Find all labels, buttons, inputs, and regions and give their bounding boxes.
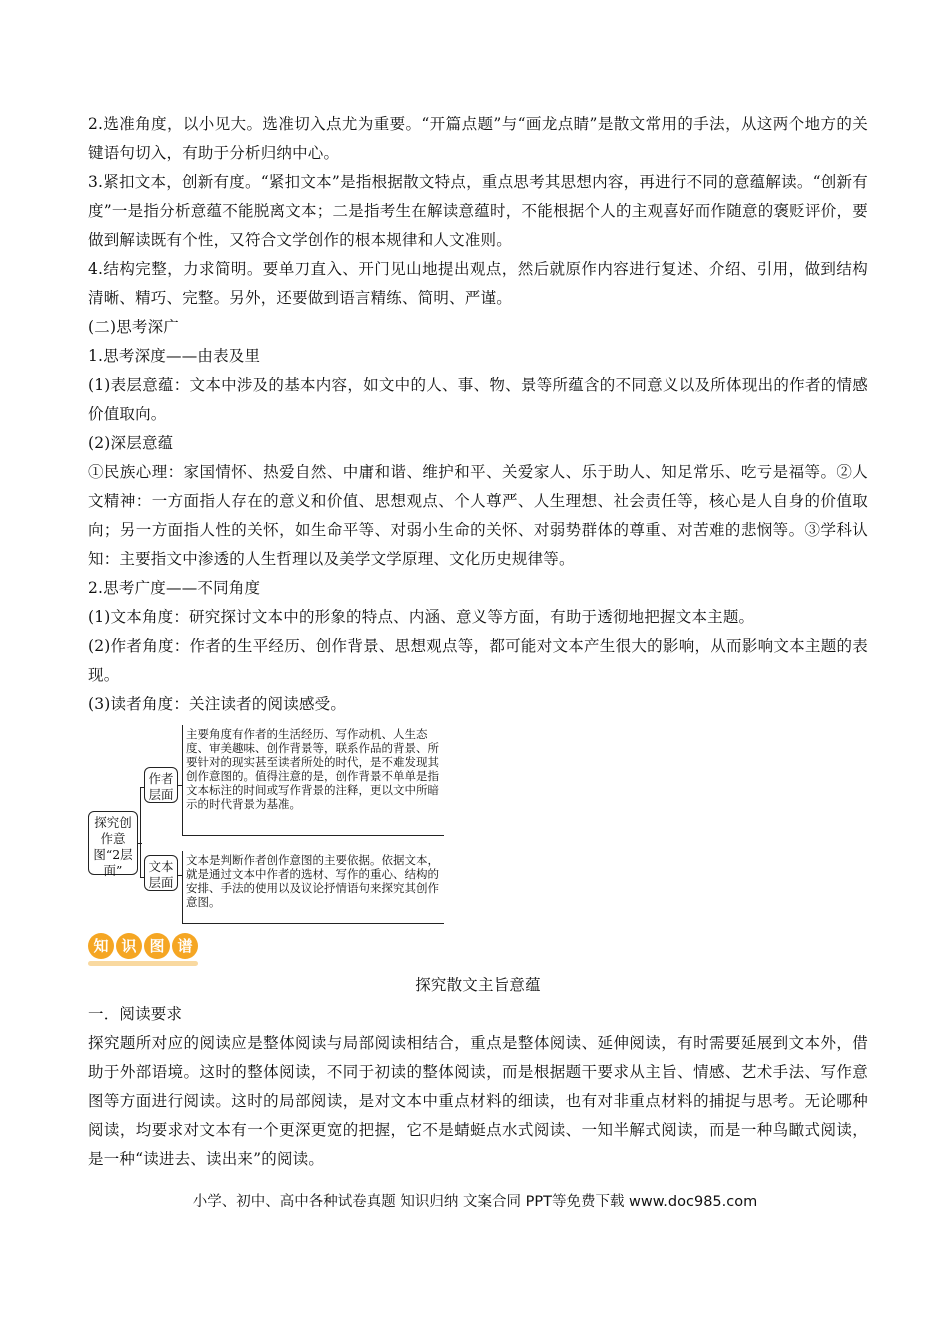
diagram-branch-author: 作者层面 (144, 767, 178, 803)
badge-underline (88, 961, 198, 966)
paragraph-surface: (1)表层意蕴：文本中涉及的基本内容，如文中的人、事、物、景等所蕴含的不同意义以及所体现出的作者的情感价值取向。 (88, 376, 868, 423)
subheading-deep: (2)深层意蕴 (88, 434, 174, 452)
paragraph-3: 3.紧扣文本，创新有度。“紧扣文本”是指根据散文特点，重点思考其思想内容，再进行不同的意蕴解读。“创新有度”一是指分析意蕴不能脱离文本；二是指考生在解读意蕴时，不能根据个人的主观喜好而作随意的褒贬评价，要做到解读既有个性，又符合文学创作的根本规律和人文准则。 (88, 173, 868, 249)
paragraph-2: 2.选准角度，以小见大。选准切入点尤为重要。“开篇点题”与“画龙点睛”是散文常用的手法，从这两个地方的关键语句切入，有助于分析归纳中心。 (88, 115, 868, 162)
paragraph-deep: ①民族心理：家国情怀、热爱自然、中庸和谐、维护和平、关爱家人、乐于助人、知足常乐、吃亏是福等。②人文精神：一方面指人存在的意义和价值、思想观点、个人尊严、人生理想、社会责任等，核心是人自身的价值取向；另一方面指人性的关怀，如生命平等、对弱小生命的关怀、对弱势群体的尊重、对苦难的悲悯等。③学科认知：主要指文中渗透的人生哲理以及美学文学原理、文化历史规律等。 (88, 463, 868, 568)
diagram-underline (182, 835, 444, 836)
diagram-branch-text: 文本层面 (144, 855, 178, 891)
badge-char: 知 (88, 933, 114, 959)
diagram-bracket (182, 725, 183, 835)
diagram-underline (182, 923, 444, 924)
subheading-thinking: (二)思考深广 (88, 318, 179, 336)
diagram-bracket (178, 875, 182, 876)
badge-char: 识 (116, 933, 142, 959)
document-page (88, 110, 868, 1174)
page-footer: 小学、初中、高中各种试卷真题 知识归纳 文案合同 PPT等免费下载 www.doc985.com (192, 1194, 758, 1210)
diagram-bracket (178, 785, 182, 786)
diagram-root: 探究创作意图“2层面” (88, 811, 138, 875)
diagram-bracket (182, 851, 183, 923)
intent-diagram (88, 725, 448, 925)
diagram-note-author: 主要角度有作者的生活经历、写作动机、人生态度、审美趣味、创作背景等，联系作品的背景、所要针对的现实甚至读者所处的时代，是不难发现其创作意图的。值得注意的是，创作背景不单单是指文本标注的时间或写作背景的注释，更以文中所暗示的时代背景为基准。 (186, 727, 439, 811)
section-body: 探究题所对应的阅读应是整体阅读与局部阅读相结合，重点是整体阅读、延伸阅读，有时需要延展到文本外，借助于外部语境。这时的整体阅读，不同于初读的整体阅读，而是根据题干要求从主旨、情感、艺术手法、写作意图等方面进行阅读。这时的局部阅读，是对文本中重点材料的细读，也有对非重点材料的捕捉与思考。无论哪种阅读，均要求对文本有一个更深更宽的把握，它不是蜻蜓点水式阅读、一知半解式阅读，而是一种鸟瞰式阅读，是一种“读进去、读出来”的阅读。 (88, 1034, 868, 1168)
badge-char: 图 (144, 933, 170, 959)
paragraph-author-angle: (2)作者角度：作者的生平经历、创作背景、思想观点等，都可能对文本产生很大的影响，从而影响文本主题的表现。 (88, 637, 868, 684)
section-heading: 一．阅读要求 (88, 1005, 183, 1023)
section-title: 探究散文主旨意蕴 (415, 976, 541, 994)
knowledge-map-badge (88, 933, 198, 967)
diagram-connector (140, 787, 141, 877)
paragraph-text-angle: (1)文本角度：研究探讨文本中的形象的特点、内涵、意义等方面，有助于透彻地把握文本主题。 (88, 608, 755, 626)
paragraph-4: 4.结构完整，力求简明。要单刀直入、开门见山地提出观点，然后就原作内容进行复述、介绍、引用，做到结构清晰、精巧、完整。另外，还要做到语言精练、简明、严谨。 (88, 260, 868, 307)
diagram-note-text: 文本是判断作者创作意图的主要依据。依据文本，就是通过文本中作者的选材、写作的重心、结构的安排、手法的使用以及议论抒情语句来探究其创作意图。 (186, 853, 439, 909)
badge-char: 谱 (172, 933, 198, 959)
subheading-depth: 1.思考深度——由表及里 (88, 347, 261, 365)
subheading-breadth: 2.思考广度——不同角度 (88, 579, 261, 597)
paragraph-reader-angle: (3)读者角度：关注读者的阅读感受。 (88, 695, 347, 713)
diagram-connector (138, 843, 142, 844)
